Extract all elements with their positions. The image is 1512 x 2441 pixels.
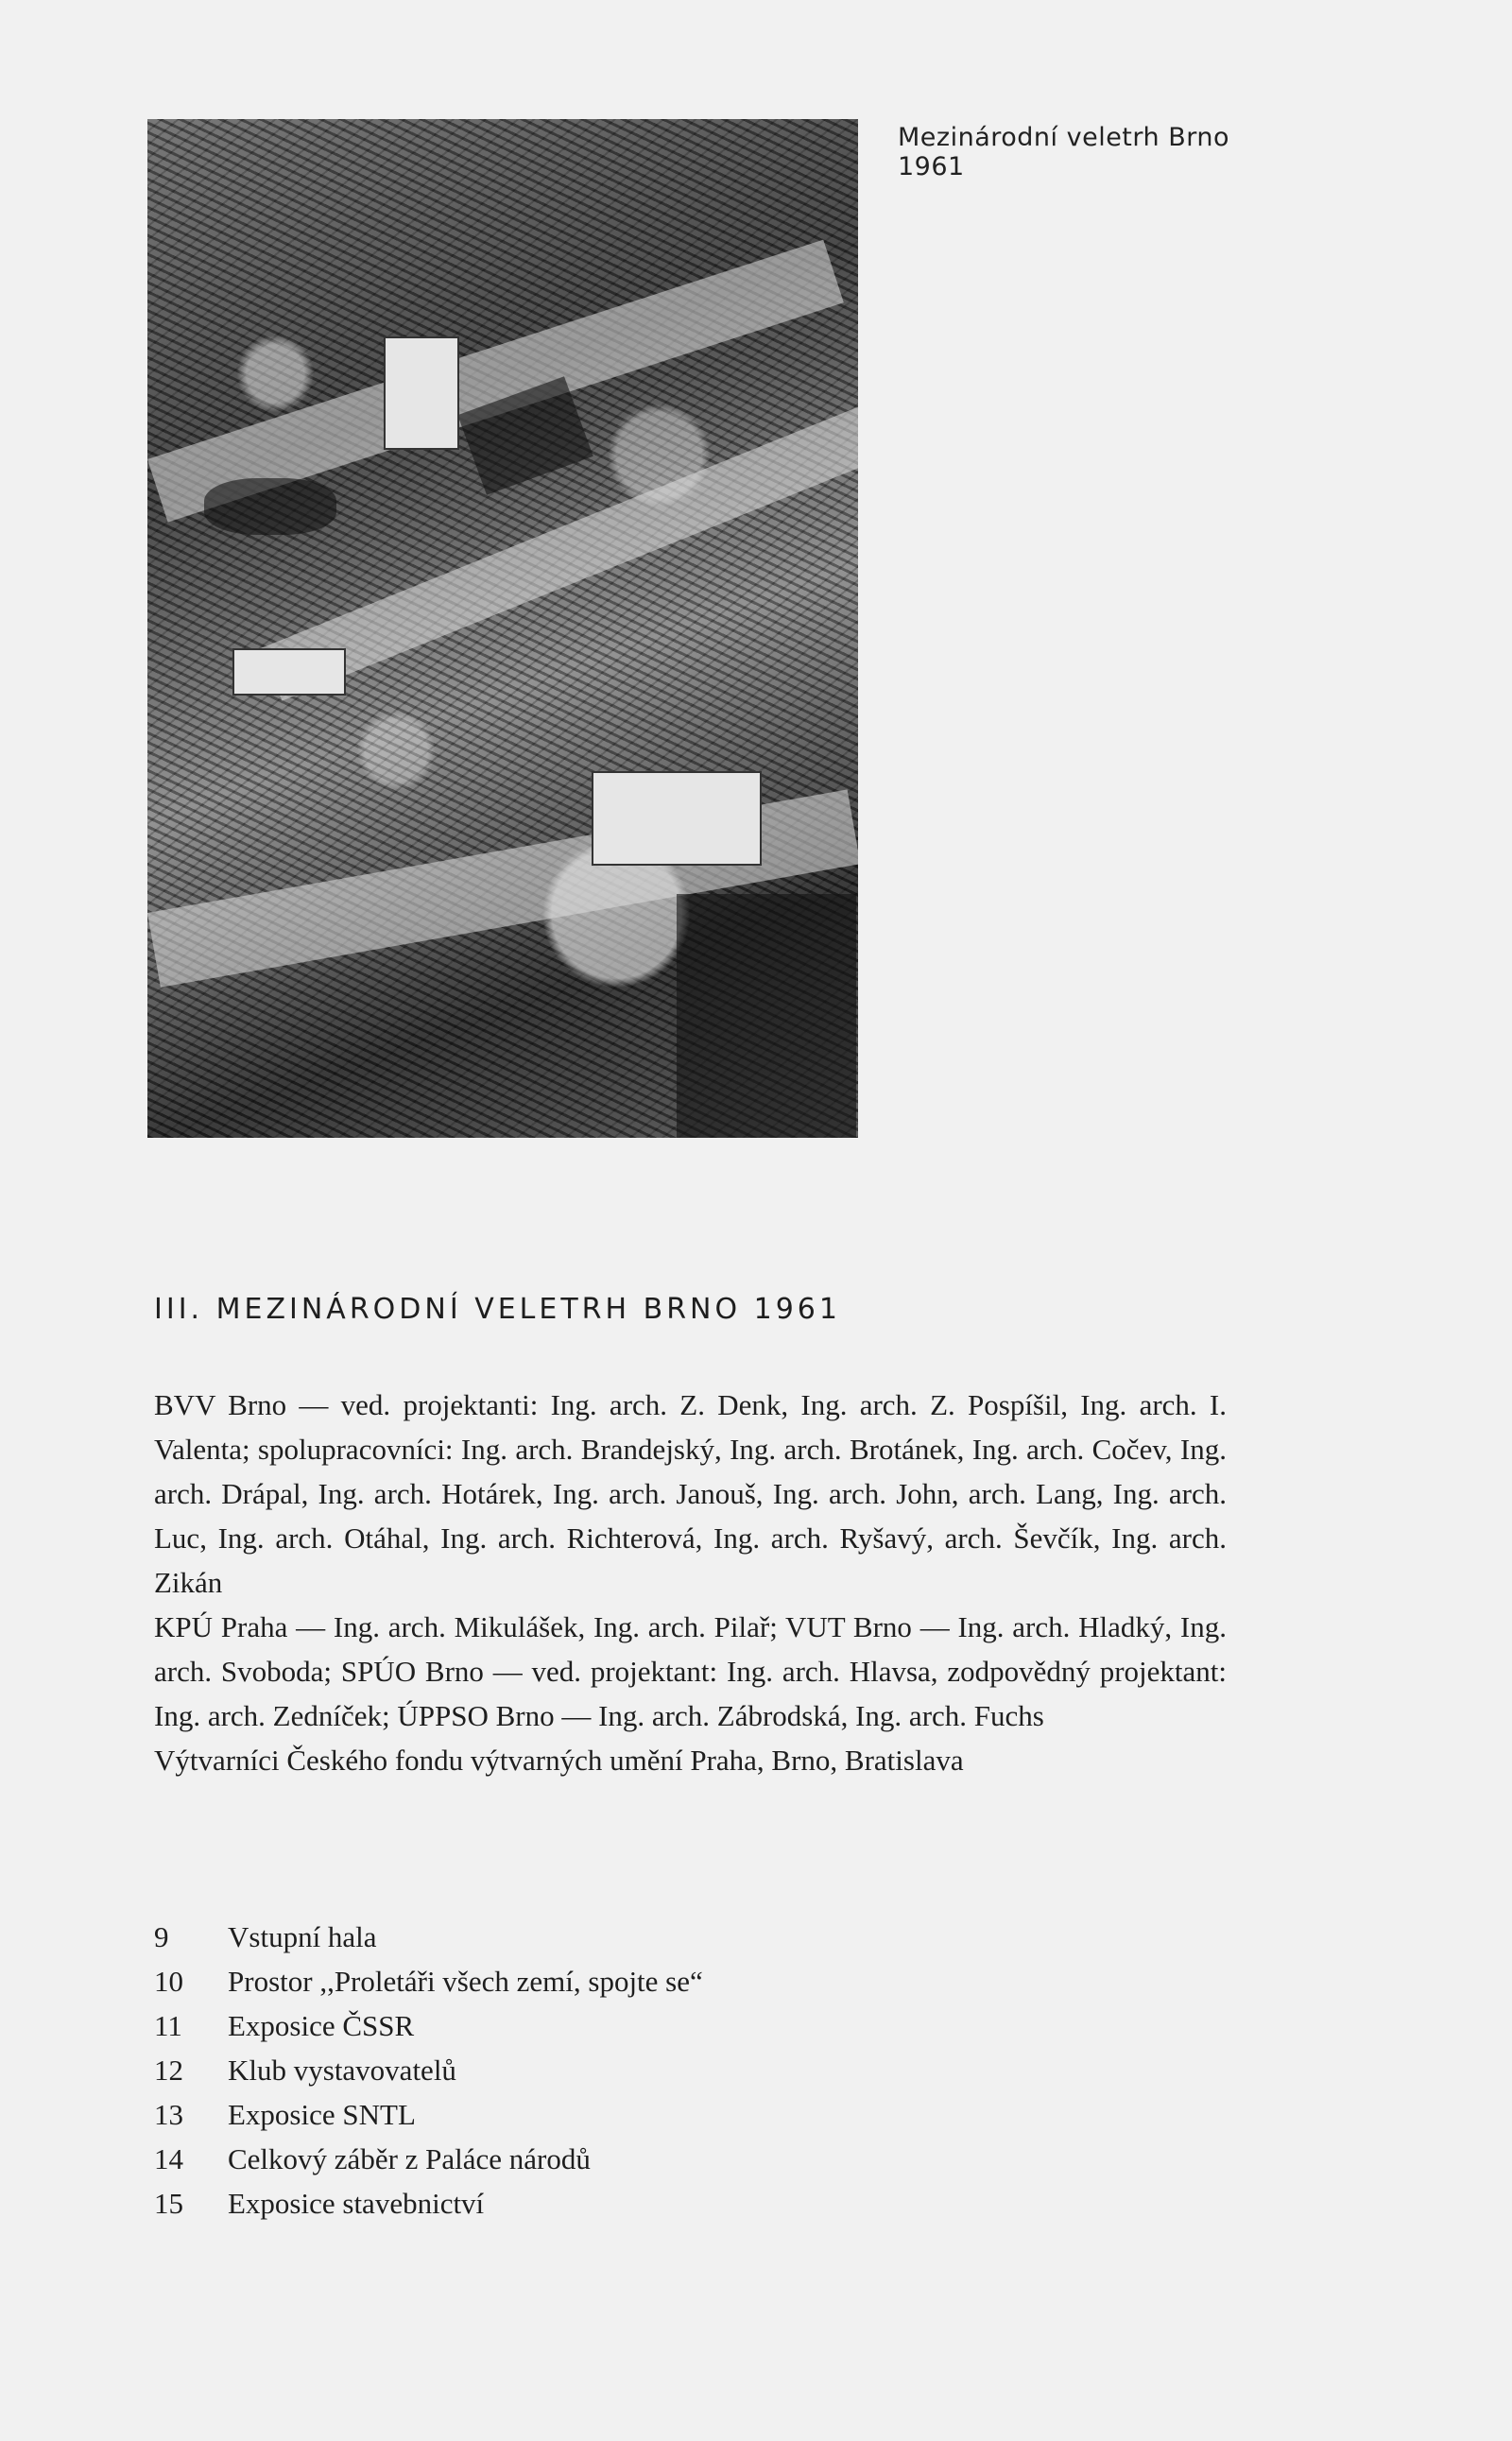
credits-bvv: BVV Brno — ved. projektanti: Ing. arch. Z. Denk, Ing. arch. Z. Pospíšil, Ing. arch. I. Valenta; spolupracovníci: Ing. arch. Brandejský, Ing. arch. Brotánek, Ing. arch. Cočev, Ing. arch. Drápal, Ing. arch. Hotárek, Ing. arch. Janouš, Ing. arch. John, arch. Lang, Ing. arch. Luc, Ing. arch. Otáhal, Ing. arch. Richterová, Ing. arch. Ryšavý, arch. Ševčík, Ing. arch. Zikán xyxy=(154,1388,1227,1599)
credits-artists: Výtvarníci Českého fondu výtvarných umění Praha, Brno, Bratislava xyxy=(154,1744,964,1777)
caption-item xyxy=(154,2048,1005,2092)
caption-text: Exposice SNTL xyxy=(228,2098,416,2131)
section-title: III. MEZINÁRODNÍ VELETRH BRNO 1961 xyxy=(154,1293,841,1326)
caption-text: Vstupní hala xyxy=(228,1920,377,1953)
caption-number: 9 xyxy=(154,1920,169,1953)
caption-item xyxy=(154,1915,1005,1959)
caption-text: Celkový záběr z Paláce národů xyxy=(228,2142,591,2175)
caption-number: 14 xyxy=(154,2142,183,2175)
caption-number: 13 xyxy=(154,2098,183,2131)
caption-number: 15 xyxy=(154,2187,183,2220)
credits-block xyxy=(154,1383,1227,1782)
caption-number: 10 xyxy=(154,1965,183,1998)
caption-item xyxy=(154,2003,1005,2048)
caption-item xyxy=(154,2092,1005,2137)
caption-text: Exposice ČSSR xyxy=(228,2009,415,2042)
caption-item xyxy=(154,2137,1005,2181)
exhibition-aerial-photo xyxy=(147,119,858,1138)
caption-item xyxy=(154,1959,1005,2003)
caption-text: Klub vystavovatelů xyxy=(228,2054,456,2087)
running-head: Mezinárodní veletrh Brno 1961 xyxy=(898,123,1229,181)
caption-item xyxy=(154,2181,1005,2226)
credits-kpu: KPÚ Praha — Ing. arch. Mikulášek, Ing. arch. Pilař; VUT Brno — Ing. arch. Hladký, Ing. arch. Svoboda; SPÚO Brno — ved. projektant: Ing. arch. Hlavsa, zodpovědný projektant: Ing. arch. Zedníček; ÚPPSO Brno — Ing. arch. Zábrodská, Ing. arch. Fuchs xyxy=(154,1610,1227,1732)
caption-text: Prostor ,,Proletáři všech zemí, spojte se“ xyxy=(228,1965,703,1998)
caption-number: 12 xyxy=(154,2054,183,2087)
caption-text: Exposice stavebnictví xyxy=(228,2187,485,2220)
caption-number: 11 xyxy=(154,2009,182,2042)
caption-list xyxy=(154,1915,1005,2226)
